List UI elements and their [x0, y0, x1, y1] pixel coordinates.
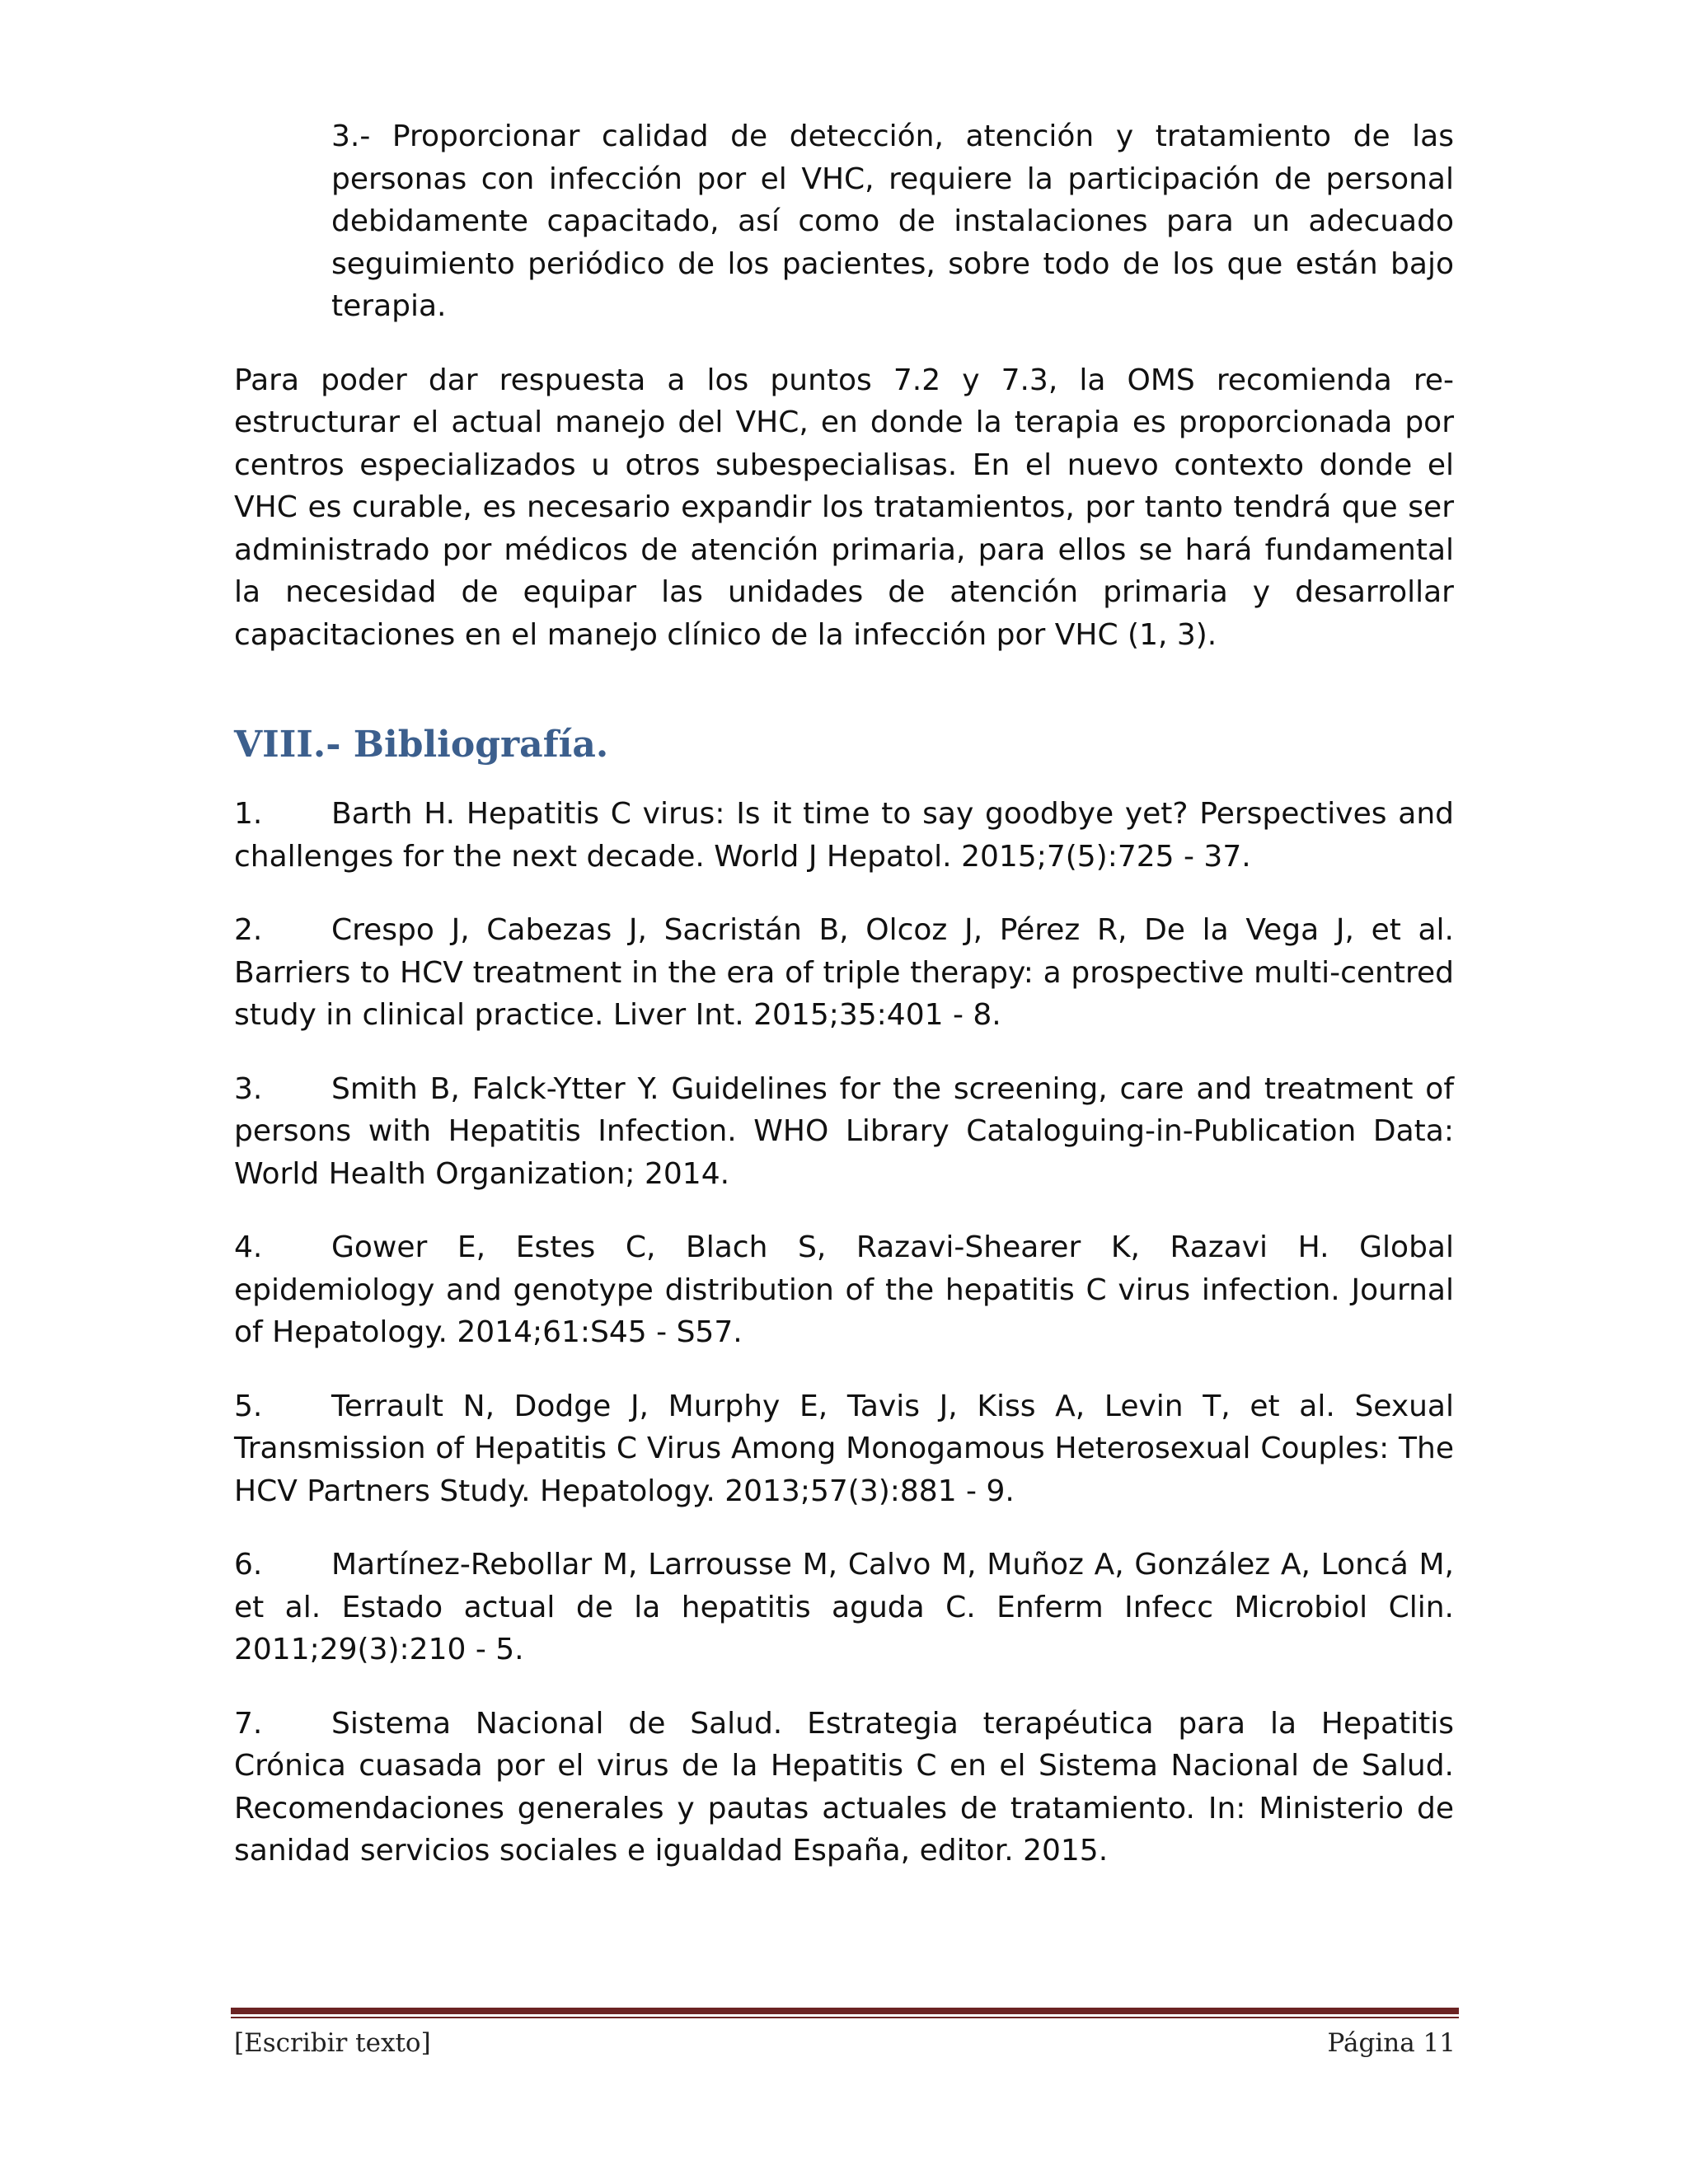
reference-text: Smith B, Falck-Ytter Y. Guidelines for the screening, care and treatment of persons with Hepatitis Infection. WHO Library Cataloguing-in-Publication Data: World Health Organization; 2014. — [234, 1071, 1454, 1191]
intro-paragraph: Para poder dar respuesta a los puntos 7.2 y 7.3, la OMS recomienda re-estructurar el actual manejo del VHC, en donde la terapia es proporcionada por centros especializados u otros subespecialisas. En el nuevo contexto donde el VHC es curable, es necesario expandir los tratamientos, por tanto tendrá que ser administrado por médicos de atención primaria, para ellos se hará fundamental la necesidad de equipar las unidades de atención primaria y desarrollar capacitaciones en el manejo clínico de la infección por VHC (1, 3). — [234, 363, 1454, 652]
reference-item — [234, 1385, 1454, 1513]
reference-number: 1. — [234, 797, 263, 831]
reference-number: 5. — [234, 1389, 263, 1423]
page-number: Página 11 — [1327, 2028, 1456, 2058]
intro-item-3: 3.- Proporcionar calidad de detección, atención y tratamiento de las personas con infección por el VHC, requiere la participación de personal debidamente capacitado, así como de instalaciones para un adecuado seguimiento periódico de los pacientes, sobre todo de los que están bajo terapia. — [331, 120, 1454, 323]
footer-left-text[interactable]: [Escribir texto] — [234, 2028, 431, 2058]
reference-text: Martínez-Rebollar M, Larrousse M, Calvo M, Muñoz A, González A, Loncá M, et al. Estado actual de la hepatitis aguda C. Enferm Infecc Microbiol Clin. 2011;29(3):210 - 5. — [234, 1548, 1454, 1666]
reference-item — [234, 1226, 1454, 1354]
reference-item — [234, 793, 1454, 878]
footer-rule-thick — [231, 2008, 1459, 2014]
page-footer — [231, 2008, 1459, 2058]
reference-item — [234, 1703, 1454, 1872]
reference-number: 6. — [234, 1548, 263, 1582]
reference-number: 4. — [234, 1230, 263, 1264]
reference-text: Crespo J, Cabezas J, Sacristán B, Olcoz J, Pérez R, De la Vega J, et al. Barriers to HCV treatment in the era of triple therapy: a prospective multi-centred study in clinical practice. Liver Int. 2015;35:401 - 8. — [234, 913, 1454, 1032]
reference-text: Gower E, Estes C, Blach S, Razavi-Shearer K, Razavi H. Global epidemiology and genotype distribution of the hepatitis C virus infection. Journal of Hepatology. 2014;61:S45 - S57. — [234, 1230, 1454, 1349]
reference-number: 3. — [234, 1071, 263, 1106]
reference-item — [234, 909, 1454, 1037]
reference-text: Barth H. Hepatitis C virus: Is it time to say goodbye yet? Perspectives and challenges for the next decade. World J Hepatol. 2015;7(5):725 - 37. — [234, 797, 1454, 874]
reference-list — [234, 793, 1454, 1872]
reference-number: 7. — [234, 1706, 263, 1741]
bibliography-heading: VIII.- Bibliografía. — [234, 724, 609, 766]
footer-rule-thin — [231, 2017, 1459, 2018]
footer-row — [231, 2028, 1459, 2058]
reference-item — [234, 1544, 1454, 1671]
reference-text: Terrault N, Dodge J, Murphy E, Tavis J, Kiss A, Levin T, et al. Sexual Transmission of Hepatitis C Virus Among Monogamous Heterosexual Couples: The HCV Partners Study. Hepatology. 2013;57(3):881 - 9. — [234, 1389, 1454, 1508]
reference-number: 2. — [234, 913, 263, 947]
reference-item — [234, 1068, 1454, 1196]
page-content — [234, 115, 1454, 1872]
reference-text: Sistema Nacional de Salud. Estrategia terapéutica para la Hepatitis Crónica cuasada por el virus de la Hepatitis C en el Sistema Nacional de Salud. Recomendaciones generales y pautas actuales de tratamiento. In: Ministerio de sanidad servicios sociales e igualdad España, editor. 2015. — [234, 1706, 1454, 1868]
